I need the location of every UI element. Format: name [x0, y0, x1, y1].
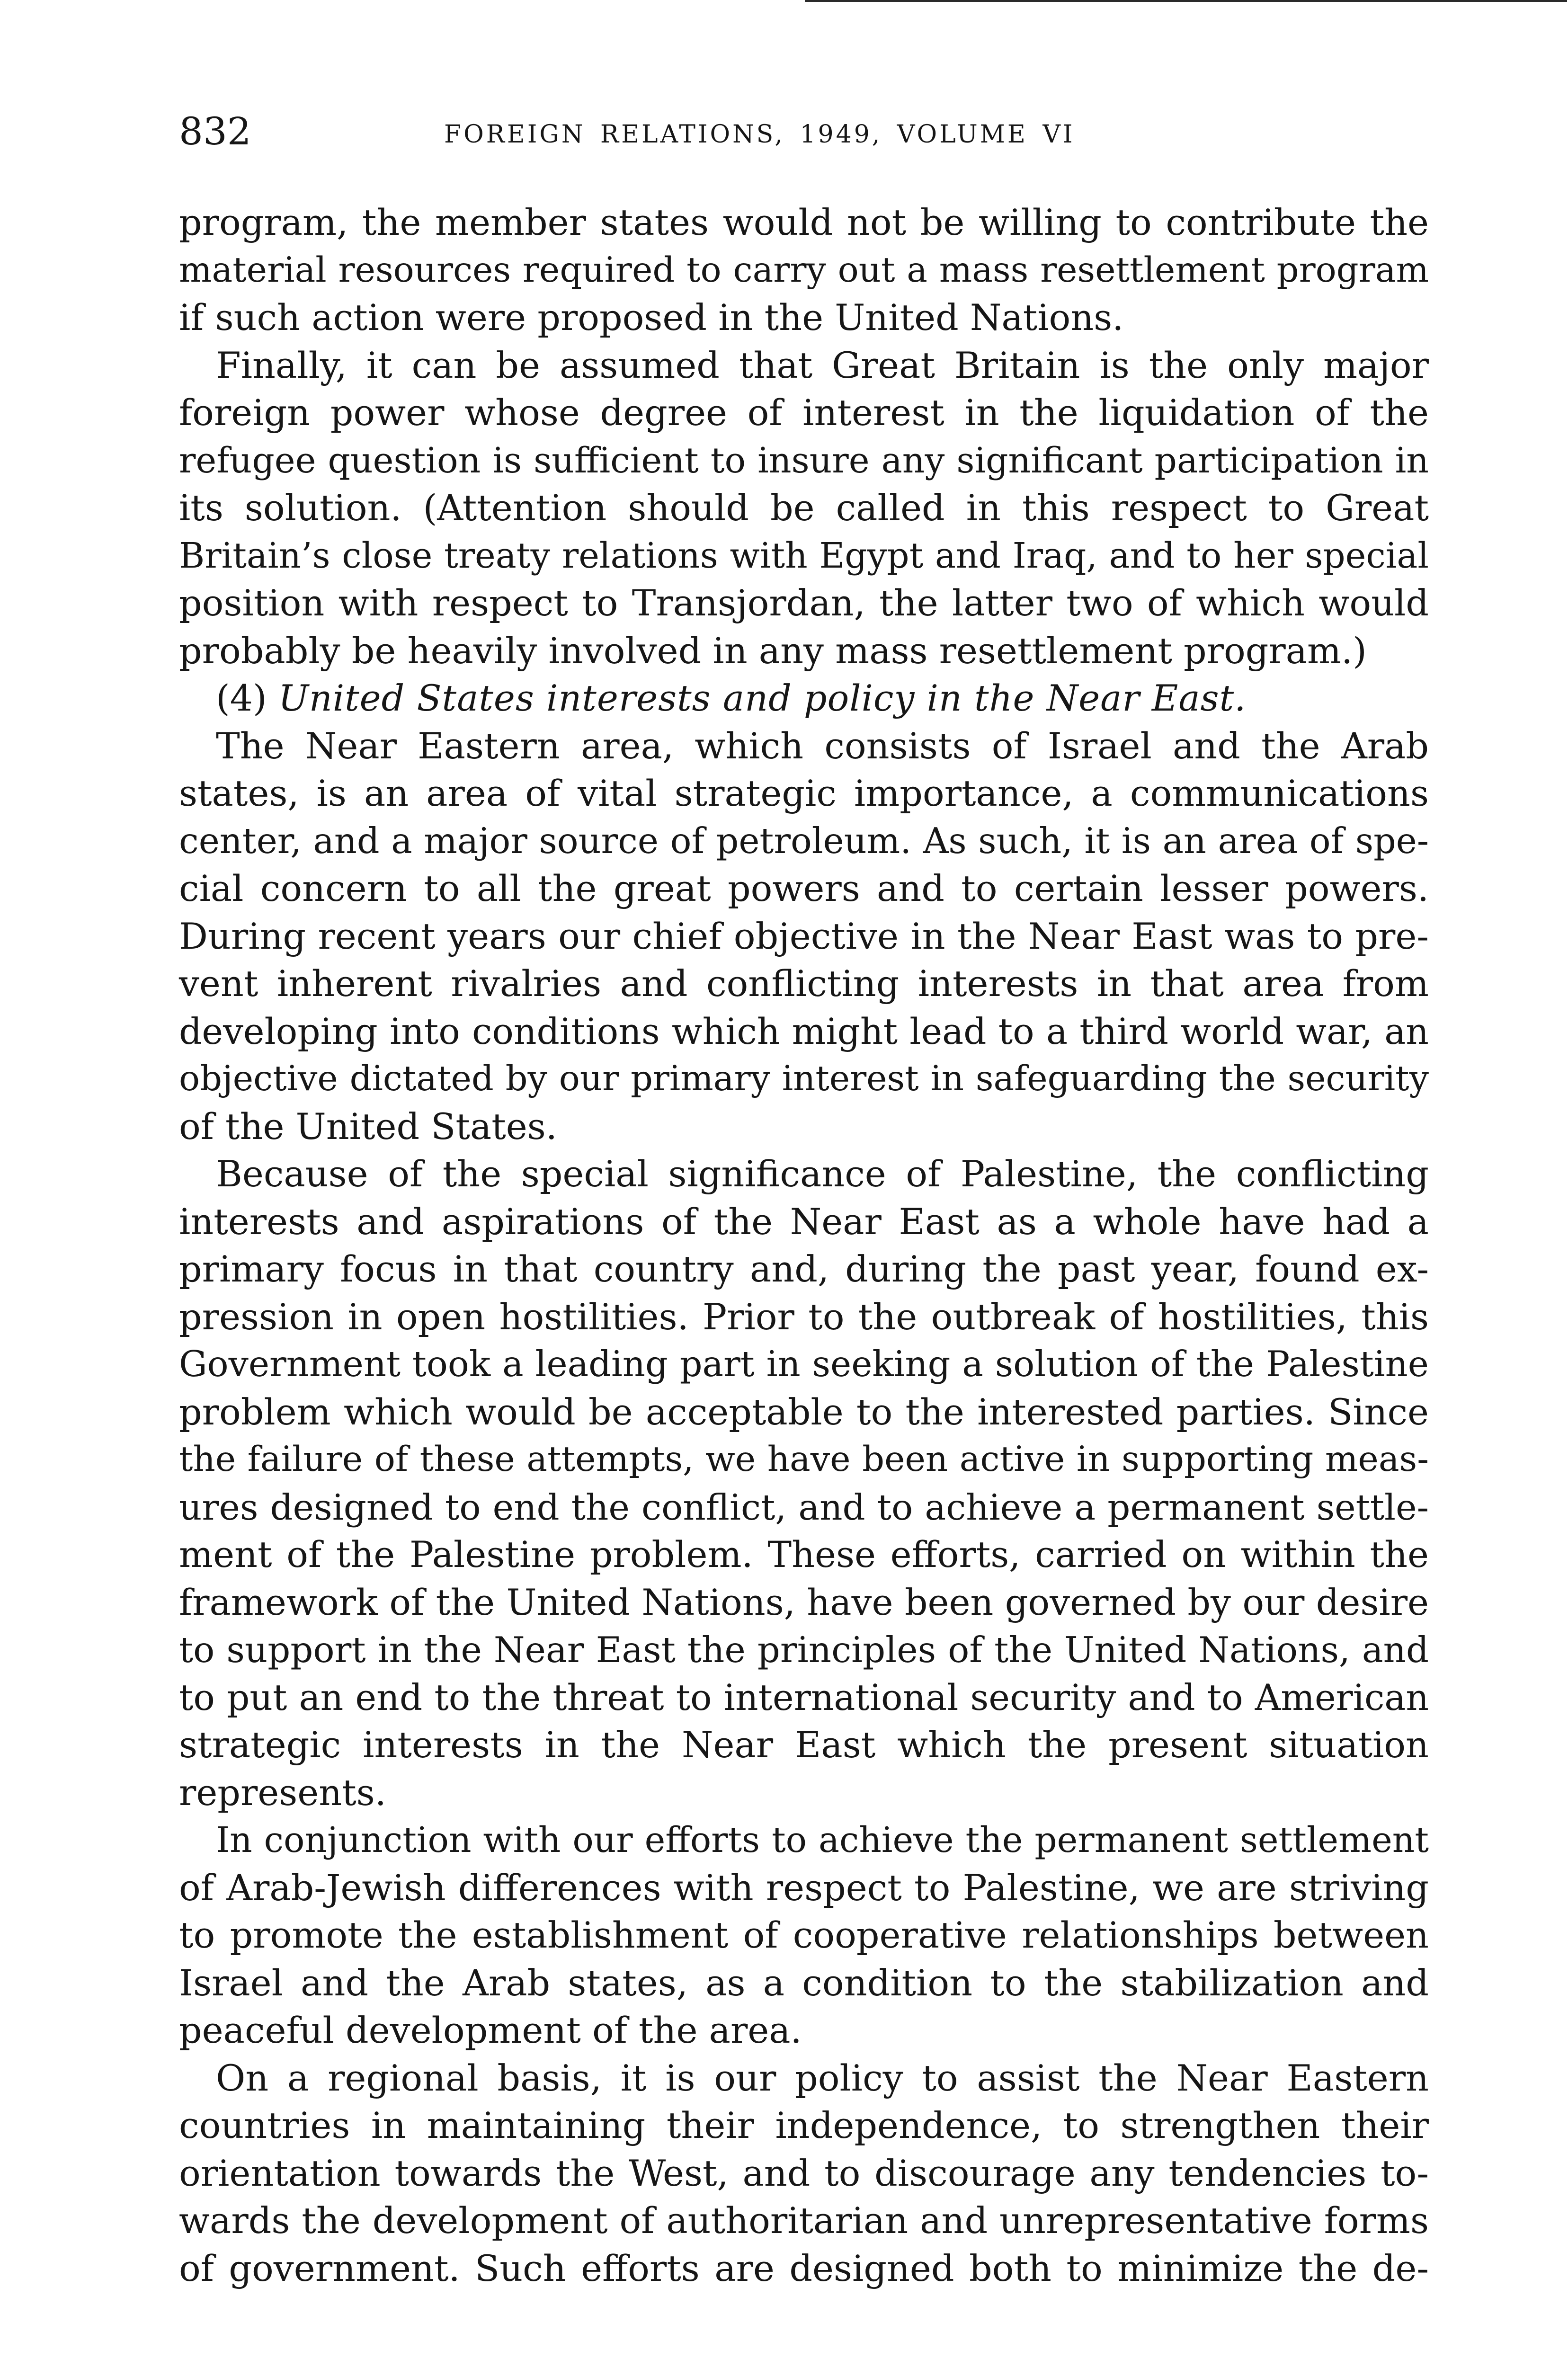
section-number: (4) [216, 677, 267, 719]
text-line: The Near Eastern area, which consists of Israel and the Arab [216, 724, 1429, 767]
text-line: orientation towards the West, and to discourage any tendencies to- [179, 2152, 1429, 2194]
text-line: peaceful development of the area. [179, 2009, 802, 2051]
section-heading [179, 675, 1429, 722]
text-line: strategic interests in the Near East which the present situation [179, 1724, 1429, 1766]
running-head: FOREIGN RELATIONS, 1949, VOLUME VI [444, 120, 1075, 149]
text-line: refugee question is sufficient to insure any significant participation in [179, 440, 1429, 481]
text-line: program, the member states would not be willing to contribute the [179, 201, 1429, 243]
text-line: interests and aspirations of the Near East as a whole have had a [179, 1200, 1429, 1243]
text-line: to promote the establishment of cooperative relationships between [179, 1914, 1429, 1956]
text-line: cial concern to all the great powers and to certain lesser powers. [179, 867, 1429, 909]
text-line: objective dictated by our primary interest in safeguarding the security [179, 1059, 1429, 1099]
text-line: foreign power whose degree of interest in the liquidation of the [179, 392, 1429, 434]
text-line: if such action were proposed in the United Nations. [179, 296, 1124, 338]
text-line: Because of the special significance of Palestine, the conflicting [216, 1153, 1429, 1195]
text-line: pression in open hostilities. Prior to the outbreak of hostilities, this [179, 1295, 1429, 1338]
text-line: framework of the United Nations, have been governed by our desire [179, 1581, 1429, 1623]
text-line: wards the development of authoritarian and unrepresentative forms [179, 2199, 1429, 2242]
text-line: primary focus in that country and, during the past year, found ex- [179, 1248, 1429, 1290]
text-line: to support in the Near East the principles of the United Nations, and [179, 1629, 1429, 1671]
text-line: On a regional basis, it is our policy to assist the Near Eastern [216, 2056, 1429, 2099]
text-line: ures designed to end the conflict, and to achieve a permanent settle- [179, 1486, 1429, 1528]
text-line: Britain’s close treaty relations with Egypt and Iraq, and to her special [179, 535, 1429, 576]
text-line: material resources required to carry out a mass resettlement program [179, 249, 1429, 290]
text-line: states, is an area of vital strategic importance, a communications [179, 772, 1429, 814]
text-line: of government. Such efforts are designed both to minimize the de- [179, 2247, 1429, 2289]
text-line: vent inherent rivalries and conflicting interests in that area from [179, 962, 1429, 1005]
text-line: ment of the Palestine problem. These efforts, carried on within the [179, 1533, 1429, 1575]
page-number: 832 [179, 109, 251, 153]
text-line: of the United States. [179, 1105, 557, 1148]
text-line: developing into conditions which might lead to a third world war, an [179, 1010, 1429, 1052]
text-line: Government took a leading part in seeking a solution of the Palestine [179, 1344, 1429, 1385]
text-line: Israel and the Arab states, as a condition to the stabilization and [179, 1961, 1429, 2004]
text-line: its solution. (Attention should be called in this respect to Great [179, 487, 1429, 529]
text-line: center, and a major source of petroleum. As such, it is an area of spe- [179, 820, 1429, 862]
text-line: position with respect to Transjordan, the latter two of which would [179, 582, 1429, 624]
text-line: of Arab-Jewish differences with respect to Palestine, we are striving [179, 1866, 1429, 1909]
text-line: countries in maintaining their independence, to strengthen their [179, 2104, 1429, 2146]
text-line: to put an end to the threat to international security and to American [179, 1676, 1429, 1718]
text-line: the failure of these attempts, we have been active in supporting meas- [179, 1439, 1429, 1479]
text-line: In conjunction with our efforts to achieve the permanent settlement [216, 1820, 1429, 1860]
text-line: During recent years our chief objective in the Near East was to pre- [179, 915, 1429, 957]
page-header [179, 108, 1467, 165]
top-edge-rule [805, 0, 1567, 2]
body-text [179, 199, 1429, 2292]
text-line: Finally, it can be assumed that Great Britain is the only major [216, 344, 1429, 386]
text-line: problem which would be acceptable to the interested parties. Since [179, 1390, 1429, 1433]
text-line: probably be heavily involved in any mass resettlement program.) [179, 629, 1367, 672]
section-title: United States interests and policy in the Near East. [278, 677, 1247, 719]
text-line: represents. [179, 1771, 386, 1814]
